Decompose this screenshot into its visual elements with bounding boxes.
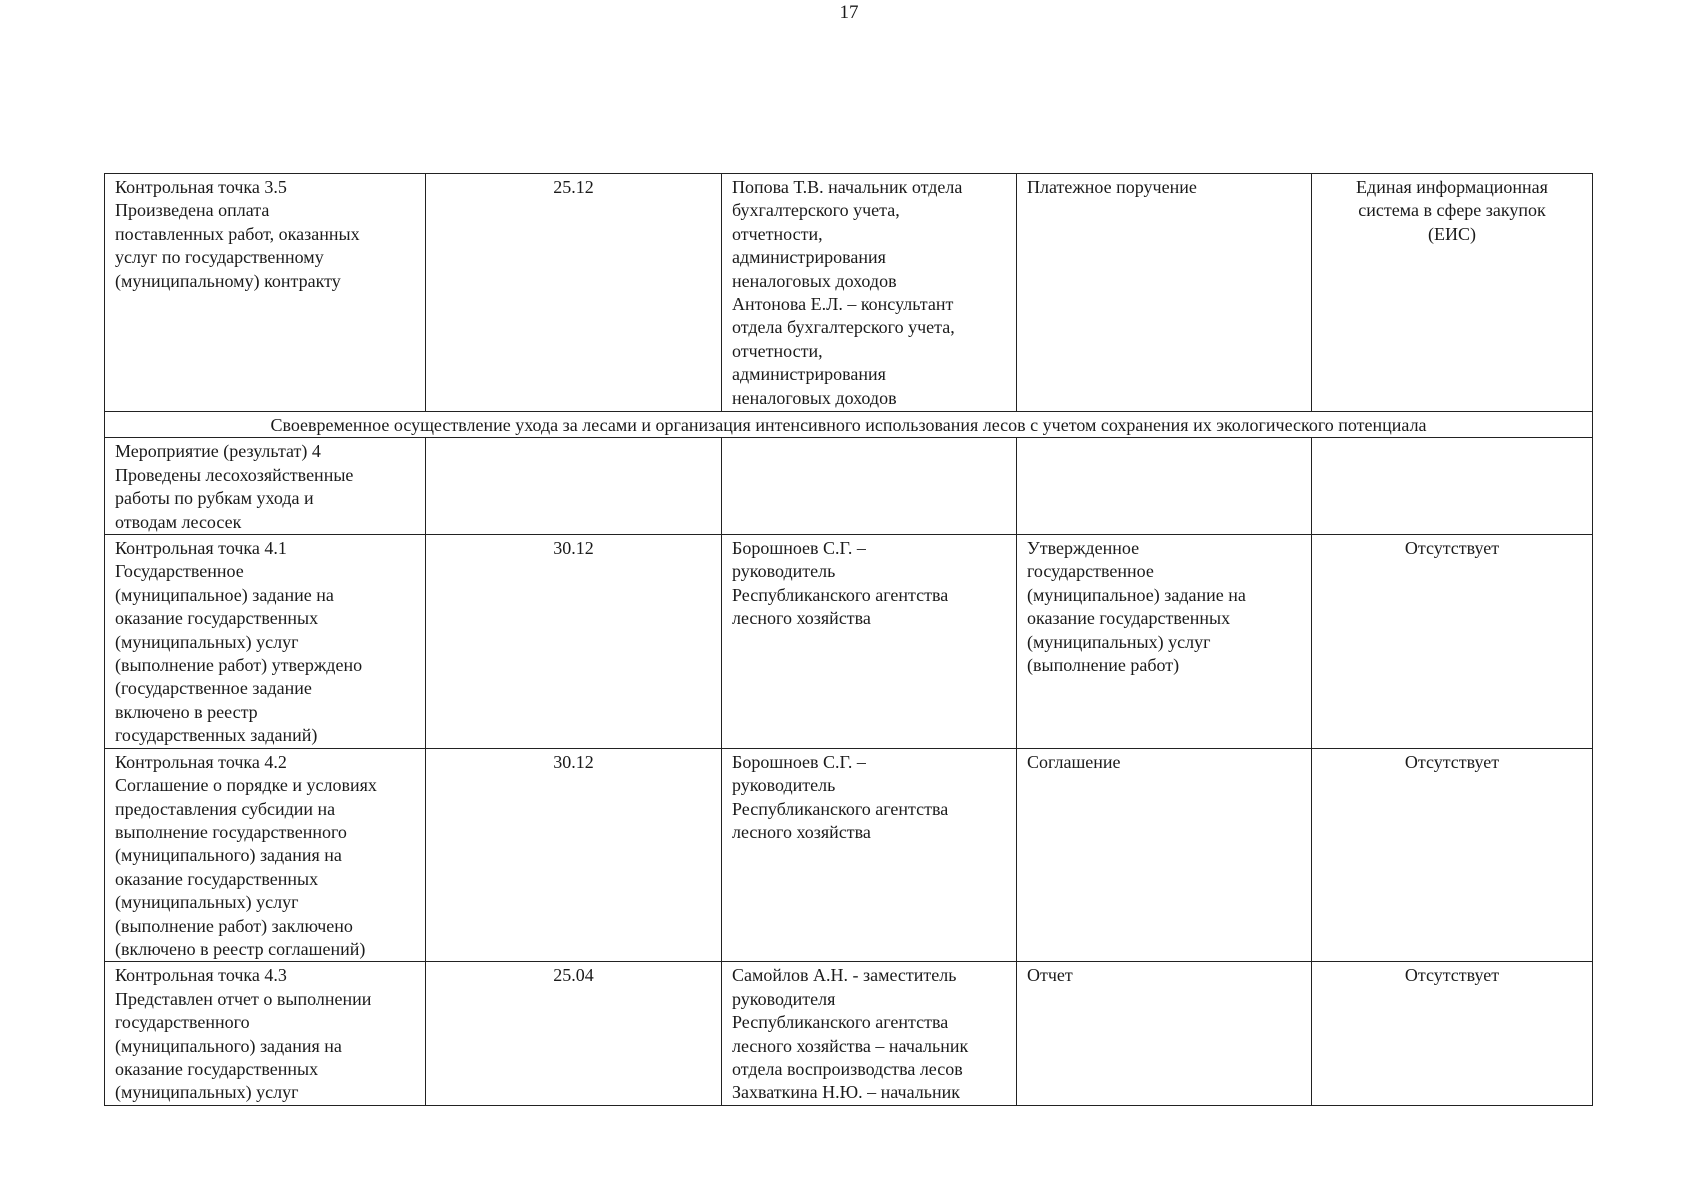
responsible-cell	[722, 438, 1017, 535]
table-row	[105, 535, 1593, 749]
system-cell: Отсутствует	[1312, 535, 1593, 749]
date-cell: 25.12	[426, 174, 722, 412]
system-cell: Отсутствует	[1312, 748, 1593, 962]
document-cell: Утвержденное государственное (муниципальное) задание на оказание государственных (муниципальных) услуг (выполнение работ)	[1017, 535, 1312, 749]
date-cell: 30.12	[426, 748, 722, 962]
date-cell: 30.12	[426, 535, 722, 749]
table-row	[105, 962, 1593, 1105]
table-row	[105, 174, 1593, 412]
system-cell	[1312, 438, 1593, 535]
document-cell: Соглашение	[1017, 748, 1312, 962]
section-heading: Своевременное осуществление ухода за лесами и организация интенсивного использования лесов с учетом сохранения их экологического потенциала	[105, 412, 1593, 438]
event-cell: Контрольная точка 4.1 Государственное (муниципальное) задание на оказание государственных (муниципальных) услуг (выполнение работ) утверждено (государственное задание включено в реестр государственных заданий)	[105, 535, 426, 749]
responsible-cell: Попова Т.В. начальник отдела бухгалтерского учета, отчетности, администрирования неналоговых доходов Антонова Е.Л. – консультант отдела бухгалтерского учета, отчетности, администрирования неналоговых доходов	[722, 174, 1017, 412]
document-cell: Платежное поручение	[1017, 174, 1312, 412]
event-cell: Контрольная точка 4.3 Представлен отчет о выполнении государственного (муниципального) задания на оказание государственных (муниципальных) услуг	[105, 962, 426, 1105]
section-row	[105, 412, 1593, 438]
event-cell: Мероприятие (результат) 4 Проведены лесохозяйственные работы по рубкам ухода и отводам лесосек	[105, 438, 426, 535]
page-number: 17	[839, 2, 859, 23]
document-cell	[1017, 438, 1312, 535]
document-cell: Отчет	[1017, 962, 1312, 1105]
control-points-table	[104, 173, 1593, 1106]
system-cell: Отсутствует	[1312, 962, 1593, 1105]
date-cell	[426, 438, 722, 535]
table-row	[105, 748, 1593, 962]
responsible-cell: Самойлов А.Н. - заместитель руководителя Республиканского агентства лесного хозяйства – начальник отдела воспроизводства лесов Захваткина Н.Ю. – начальник	[722, 962, 1017, 1105]
responsible-cell: Борошноев С.Г. – руководитель Республиканского агентства лесного хозяйства	[722, 748, 1017, 962]
system-cell: Единая информационная система в сфере закупок (ЕИС)	[1312, 174, 1593, 412]
responsible-cell: Борошноев С.Г. – руководитель Республиканского агентства лесного хозяйства	[722, 535, 1017, 749]
table-row	[105, 438, 1593, 535]
date-cell: 25.04	[426, 962, 722, 1105]
event-cell: Контрольная точка 3.5 Произведена оплата поставленных работ, оказанных услуг по государственному (муниципальному) контракту	[105, 174, 426, 412]
event-cell: Контрольная точка 4.2 Соглашение о порядке и условиях предоставления субсидии на выполнение государственного (муниципального) задания на оказание государственных (муниципальных) услуг (выполнение работ) заключено (включено в реестр соглашений)	[105, 748, 426, 962]
